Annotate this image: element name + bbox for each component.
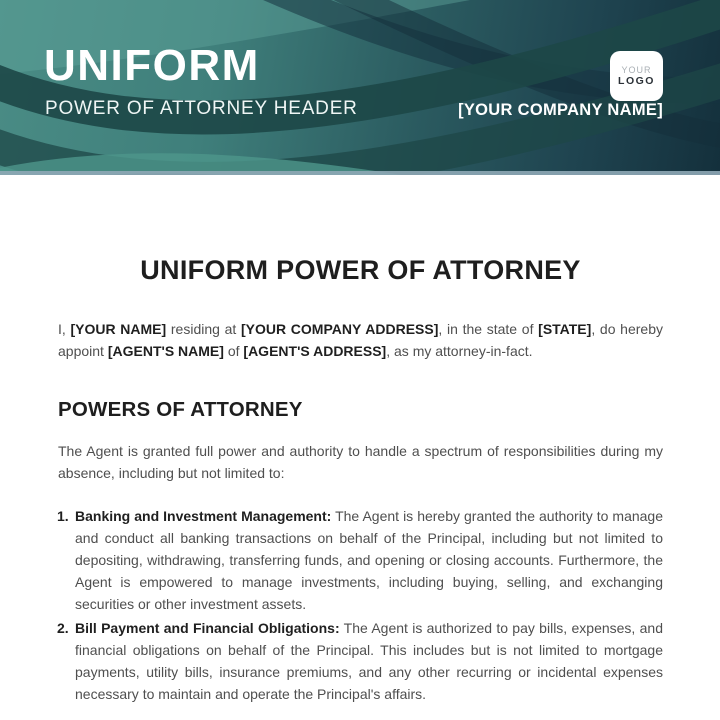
list-item bbox=[58, 505, 663, 615]
list-item-title: Bill Payment and Financial Obligations: bbox=[75, 620, 340, 636]
list-item-title: Banking and Investment Management: bbox=[75, 508, 332, 524]
section-lead: The Agent is granted full power and authority to handle a spectrum of responsibilities during my absence, including but not limited to: bbox=[58, 443, 663, 481]
logo-your-text: YOUR bbox=[621, 64, 652, 75]
list-item-number: 1. bbox=[57, 508, 69, 524]
header-banner bbox=[0, 0, 720, 175]
document-title: UNIFORM POWER OF ATTORNEY bbox=[140, 255, 581, 285]
list-item-number: 2. bbox=[57, 620, 69, 636]
company-name: [YOUR COMPANY NAME] bbox=[458, 101, 663, 119]
list-item-body: The Agent is authorized to pay bills, expenses, and financial obligations on behalf of the Principal. This includes but is not limited to mortgage payments, utility bills, insurance premiums, and any other recurring or incidental expenses necessary to maintain and operate the Principal's affairs. bbox=[75, 620, 663, 702]
header-subtitle: POWER OF ATTORNEY HEADER bbox=[45, 98, 358, 119]
header-title: UNIFORM bbox=[44, 41, 260, 90]
document-page bbox=[0, 253, 720, 705]
logo-placeholder bbox=[610, 51, 663, 101]
logo-logo-text: LOGO bbox=[618, 75, 655, 88]
list-item-body: The Agent is hereby granted the authority to manage and conduct all banking transactions on behalf of the Principal, including but not limited to depositing, withdrawing, transferring funds, and opening or closing accounts. Furthermore, the Agent is empowered to manage investments, including buying, selling, and exchanging securities or other investment assets. bbox=[75, 508, 663, 612]
section-heading: POWERS OF ATTORNEY bbox=[58, 398, 303, 421]
intro-paragraph: I, [YOUR NAME] residing at [YOUR COMPANY ADDRESS], in the state of [STATE], do hereby appoint [AGENT'S NAME] of [AGENT'S ADDRESS], as my attorney-in-fact. bbox=[58, 321, 663, 359]
list-item bbox=[58, 617, 663, 705]
powers-list bbox=[58, 505, 663, 705]
